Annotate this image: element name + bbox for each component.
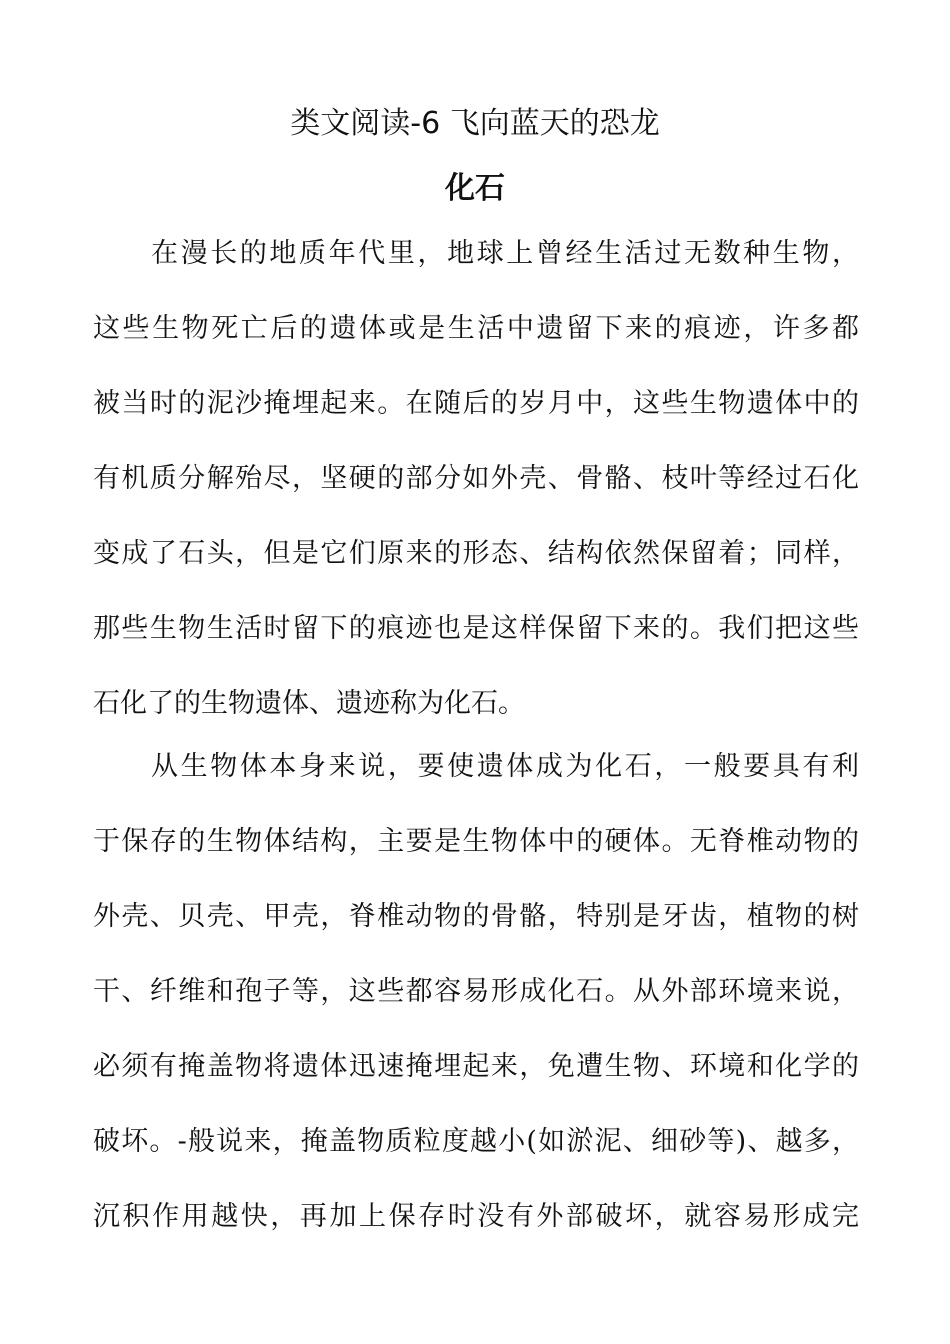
text-line: 沉积作用越快，再加上保存时没有外部破坏，就容易形成完 — [93, 1201, 859, 1232]
text-line: 这些生物死亡后的遗体或是生活中遗留下来的痕迹，许多都 — [93, 313, 859, 344]
text-line: 石化了的生物遗体、遗迹称为化石。 — [93, 688, 525, 719]
document-subtitle: 化石 — [445, 171, 505, 206]
text-line: 有机质分解殆尽，坚硬的部分如外壳、骨骼、枝叶等经过石化 — [93, 463, 859, 494]
document-title: 类文阅读-6 飞向蓝天的恐龙 — [290, 106, 660, 141]
text-line: 那些生物生活时留下的痕迹也是这样保留下来的。我们把这些 — [93, 613, 859, 644]
text-line: 于保存的生物体结构，主要是生物体中的硬体。无脊椎动物的 — [93, 826, 859, 857]
text-line: 外壳、贝壳、甲壳，脊椎动物的骨骼，特别是牙齿，植物的树 — [93, 901, 859, 932]
text-line: 破坏。-般说来，掩盖物质粒度越小(如淤泥、细砂等)、越多， — [93, 1126, 859, 1157]
text-line: 必须有掩盖物将遗体迅速掩埋起来，免遭生物、环境和化学的 — [93, 1051, 859, 1082]
text-line: 变成了石头，但是它们原来的形态、结构依然保留着；同样， — [93, 538, 859, 569]
text-line: 从生物体本身来说，要使遗体成为化石，一般要具有利 — [151, 751, 859, 782]
text-line: 在漫长的地质年代里，地球上曾经生活过无数种生物， — [151, 238, 859, 269]
text-line: 干、纤维和孢子等，这些都容易形成化石。从外部环境来说， — [93, 976, 859, 1007]
text-line: 被当时的泥沙掩埋起来。在随后的岁月中，这些生物遗体中的 — [93, 388, 859, 419]
